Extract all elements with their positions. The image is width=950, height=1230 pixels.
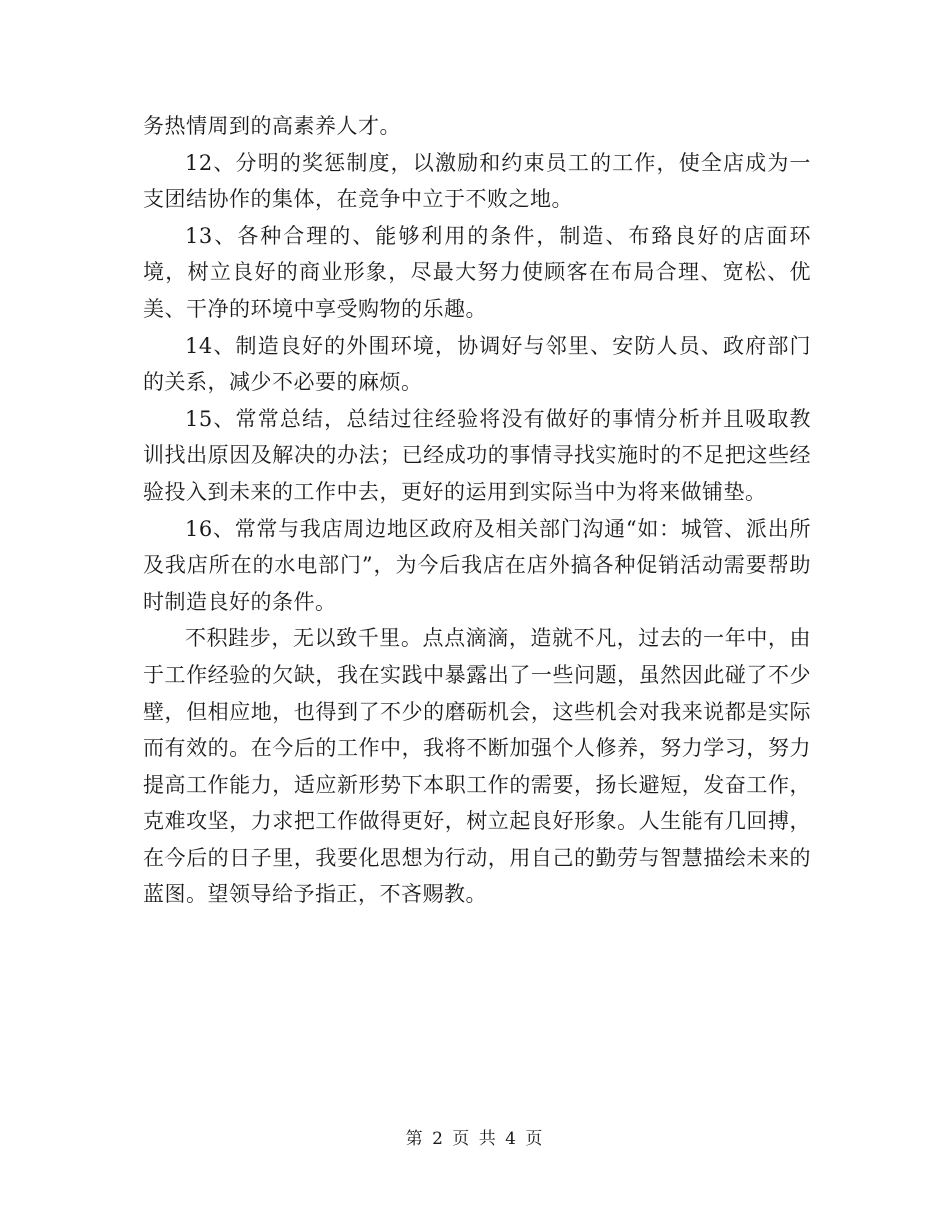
paragraph-item-16: 16、常常与我店周边地区政府及相关部门沟通“如：城管、派出所及我店所在的水电部门”，为今后我店在店外搞各种促销活动需要帮助时制造良好的条件。 <box>143 516 811 614</box>
paragraph-item-14: 14、制造良好的外围环境，协调好与邻里、安防人员、政府部门的关系，减少不必要的麻烦。 <box>143 333 811 395</box>
paragraph-item-13: 13、各种合理的、能够利用的条件，制造、布臵良好的店面环境，树立良好的商业形象，尽最大努力使顾客在布局合理、宽松、优美、干净的环境中享受购物的乐趣。 <box>143 223 811 321</box>
paragraph-continuation: 务热情周到的高素养人才。 <box>143 114 401 138</box>
document-body <box>143 108 811 913</box>
page-number-footer: 第 2 页 共 4 页 <box>405 1129 545 1149</box>
paragraph-conclusion: 不积跬步，无以致千里。点点滴滴，造就不凡，过去的一年中，由于工作经验的欠缺，我在实践中暴露出了一些问题，虽然因此碰了不少壁，但相应地，也得到了不少的磨砺机会，这些机会对我来说都是实际而有效的。在今后的工作中，我将不断加强个人修养，努力学习，努力提高工作能力，适应新形势下本职工作的需要，扬长避短，发奋工作，克难攻坚，力求把工作做得更好，树立起良好形象。人生能有几回搏，在今后的日子里，我要化思想为行动，用自己的勤劳与智慧描绘未来的蓝图。望领导给予指正，不吝赐教。 <box>143 626 811 907</box>
paragraph-item-15: 15、常常总结，总结过往经验将没有做好的事情分析并且吸取教训找出原因及解决的办法；已经成功的事情寻找实施时的不足把这些经验投入到未来的工作中去，更好的运用到实际当中为将来做铺垫。 <box>143 406 811 504</box>
paragraph-item-12: 12、分明的奖惩制度，以激励和约束员工的工作，使全店成为一支团结协作的集体，在竞争中立于不败之地。 <box>143 150 811 212</box>
